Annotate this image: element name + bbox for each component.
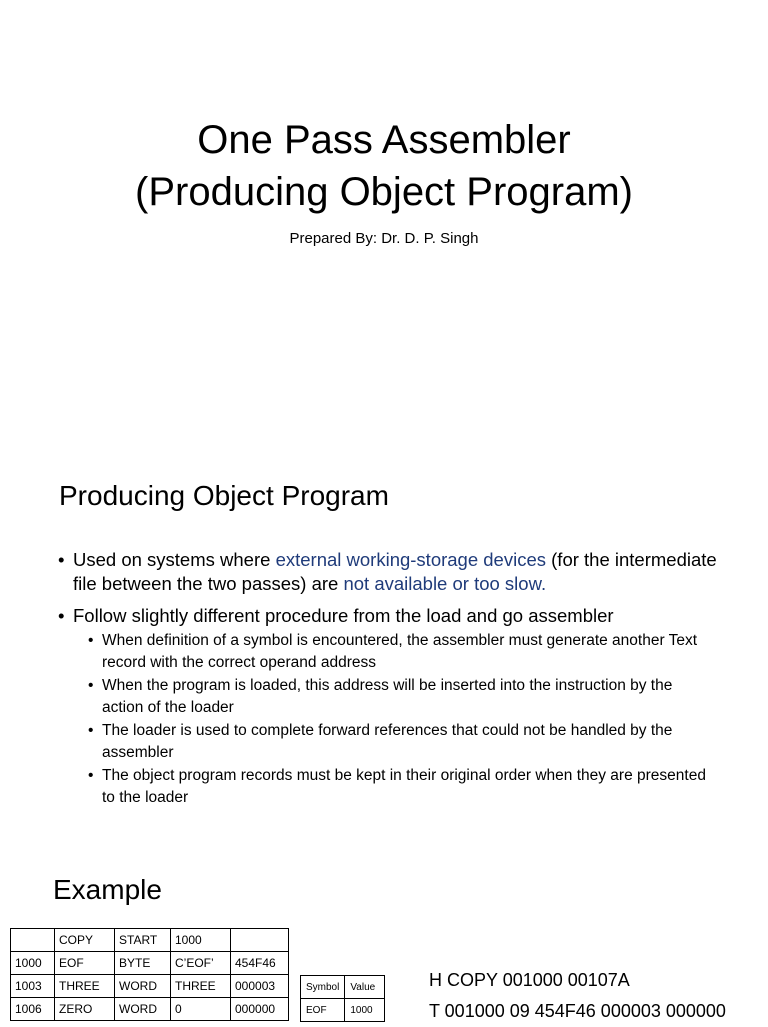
table-cell (231, 929, 289, 952)
highlight-text: not available or too slow (343, 573, 541, 594)
table-cell: WORD (115, 975, 171, 998)
title-line-1: One Pass Assembler (197, 118, 571, 162)
slide-heading: Example (53, 874, 162, 905)
table-cell: BYTE (115, 952, 171, 975)
table-row (11, 975, 289, 998)
table-row (11, 929, 289, 952)
slide-title (0, 114, 768, 218)
bullet-text: . (540, 573, 547, 594)
sub-bullet-item: • The object program records must be kept in their original order when they are presented to the loader (88, 765, 718, 808)
table-row (11, 952, 289, 975)
table-cell: START (115, 929, 171, 952)
table-cell: 0 (171, 998, 231, 1021)
content-slide (0, 440, 768, 860)
table-cell: 1000 (345, 999, 385, 1022)
bullet-list (58, 548, 718, 816)
title-line-2: (Producing Object Program) (135, 170, 633, 214)
table-cell: EOF (55, 952, 115, 975)
table-cell: EOF (301, 999, 345, 1022)
sub-bullet-item: • When the program is loaded, this address will be inserted into the instruction by the action of the loader (88, 675, 718, 718)
table-row (11, 998, 289, 1021)
table-cell: 000003 (231, 975, 289, 998)
table-cell: 000000 (231, 998, 289, 1021)
table-cell: COPY (55, 929, 115, 952)
header-record: H COPY 001000 00107A (429, 970, 630, 990)
table-header-cell: Value (345, 976, 385, 999)
symbol-table (300, 975, 385, 1022)
table-cell: 454F46 (231, 952, 289, 975)
title-slide (0, 0, 768, 440)
bullet-text: Follow slightly different procedure from the load and go assembler (73, 605, 614, 626)
table-cell: 1000 (171, 929, 231, 952)
slide-heading: Producing Object Program (59, 480, 389, 511)
table-cell: THREE (55, 975, 115, 998)
text-record: T 001000 09 454F46 000003 000000 (429, 1001, 726, 1021)
table-cell (11, 929, 55, 952)
sub-bullet-item: • The loader is used to complete forward references that could not be handled by the assembler (88, 720, 718, 763)
table-cell: 1006 (11, 998, 55, 1021)
bullet-item-1 (58, 548, 718, 596)
source-program-table (10, 928, 289, 1021)
example-slide (0, 860, 768, 1024)
slide-subtitle: Prepared By: Dr. D. P. Singh (289, 230, 479, 247)
table-cell: 1000 (11, 952, 55, 975)
table-cell: C’EOF’ (171, 952, 231, 975)
table-header-row (301, 976, 385, 999)
bullet-item-2 (58, 604, 718, 808)
sub-bullet-item: • When definition of a symbol is encountered, the assembler must generate another Text record with the correct operand address (88, 630, 718, 673)
bullet-text: Used on systems where (73, 549, 276, 570)
sub-bullet-list (73, 630, 718, 808)
table-cell: THREE (171, 975, 231, 998)
table-cell: WORD (115, 998, 171, 1021)
table-header-cell: Symbol (301, 976, 345, 999)
table-row (301, 999, 385, 1022)
highlight-text: external working-storage devices (275, 549, 546, 570)
table-cell: ZERO (55, 998, 115, 1021)
table-cell: 1003 (11, 975, 55, 998)
object-program-records (429, 965, 768, 1027)
bullet-text: (for the intermediate file between the two passes) are (73, 549, 717, 594)
